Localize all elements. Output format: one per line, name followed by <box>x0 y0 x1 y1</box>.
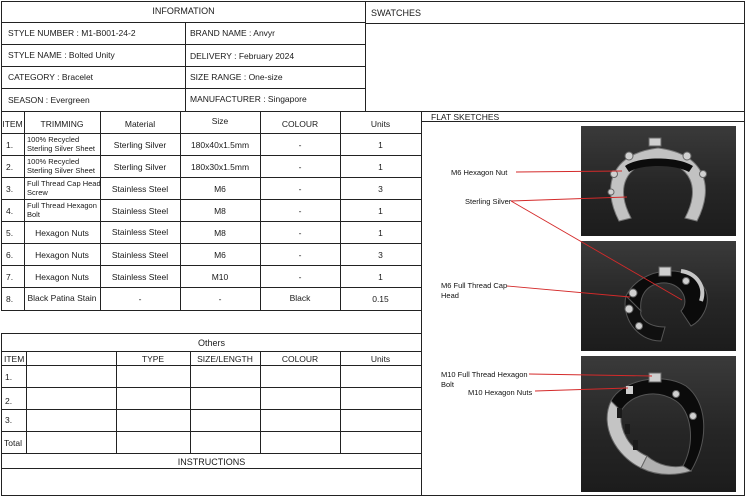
col-trimming-header: TRIMMING <box>40 119 84 129</box>
label-m10-bolt-2: Bolt <box>441 380 454 389</box>
category: CATEGORY : Bracelet <box>8 72 94 82</box>
table-row-units: 1 <box>378 162 383 172</box>
table-row-item: 2. <box>6 162 14 172</box>
table-row-size: M8 <box>214 206 226 216</box>
table-row-units: 1 <box>378 140 383 150</box>
table-row-units: 1 <box>378 206 383 216</box>
col-units-header: Units <box>370 119 391 129</box>
brand-name: BRAND NAME : Anvyr <box>190 28 276 38</box>
table-row-item: 8. <box>6 294 14 304</box>
table-row-trimming: Full Thread Hexagon Bolt <box>27 201 97 219</box>
swatches-header: SWATCHES <box>371 8 422 18</box>
table-row-colour: - <box>298 272 302 282</box>
table-row-material: Stainless Steel <box>111 227 169 237</box>
others-col-units: Units <box>370 354 391 364</box>
table-row-trimming: Black Patina Stain <box>27 293 97 303</box>
style-name: STYLE NAME : Bolted Unity <box>8 50 115 60</box>
swatches-panel <box>365 1 745 112</box>
label-m10-bolt: M10 Full Thread Hexagon <box>441 370 528 379</box>
table-row-units: 1 <box>378 272 383 282</box>
label-m10-nuts: M10 Hexagon Nuts <box>468 388 533 397</box>
table-row-trimming: Hexagon Nuts <box>35 272 89 282</box>
style-number: STYLE NUMBER : M1-B001-24-2 <box>8 28 136 38</box>
sketch-bracelet-angle <box>581 241 736 351</box>
table-row-material: Stainless Steel <box>111 184 169 194</box>
table-row-material: Sterling Silver <box>113 140 167 150</box>
table-row-units: 1 <box>378 228 383 238</box>
table-row-colour: - <box>298 228 302 238</box>
table-row-item: 7. <box>6 272 14 282</box>
delivery: DELIVERY : February 2024 <box>190 51 295 61</box>
table-row-material: Stainless Steel <box>111 272 169 282</box>
others-col-type: TYPE <box>141 354 165 364</box>
others-row-item: 1. <box>5 372 13 382</box>
table-row-colour: - <box>298 250 302 260</box>
label-m6-hexagon-nut: M6 Hexagon Nut <box>451 168 508 177</box>
table-row-colour: - <box>298 140 302 150</box>
table-row-trimming: Hexagon Nuts <box>35 250 89 260</box>
table-row-colour: - <box>298 184 302 194</box>
label-sterling-silver: Sterling Silver <box>465 197 512 206</box>
table-row-trimming: 100% Recycled Sterling Silver Sheet <box>27 135 95 153</box>
col-size-header: Size <box>211 116 229 126</box>
table-row-material: Stainless Steel <box>111 250 169 260</box>
table-row-size: 180x30x1.5mm <box>190 162 250 172</box>
information-header: INFORMATION <box>152 6 215 16</box>
table-row-units: 3 <box>378 184 383 194</box>
table-row-trimming: Full Thread Cap Head Screw <box>27 179 101 197</box>
table-row-colour: - <box>298 206 302 216</box>
table-row-item: 5. <box>6 228 14 238</box>
col-colour-header: COLOUR <box>281 119 319 129</box>
others-col-size-length: SIZE/LENGTH <box>197 354 253 364</box>
table-row-size: - <box>218 294 222 304</box>
col-material-header: Material <box>124 119 156 129</box>
table-row-material: Stainless Steel <box>111 206 169 216</box>
label-m6-cap-head-2: Head <box>441 291 459 300</box>
table-row-item: 1. <box>6 140 14 150</box>
others-row-item: 2. <box>5 396 13 406</box>
table-row-size: M10 <box>211 272 229 282</box>
instructions-header: INSTRUCTIONS <box>177 457 246 467</box>
table-row-item: 6. <box>6 250 14 260</box>
table-row-size: M6 <box>214 184 226 194</box>
table-row-material: - <box>138 294 142 304</box>
sketch-bracelet-top <box>581 126 736 236</box>
others-col-colour: COLOUR <box>281 354 319 364</box>
table-row-item: 4. <box>6 206 14 216</box>
table-row-units: 0.15 <box>372 294 389 304</box>
manufacturer: MANUFACTURER : Singapore <box>190 94 307 104</box>
table-row-size: 180x40x1.5mm <box>190 140 250 150</box>
others-row-item: 3. <box>5 415 13 425</box>
table-row-size: M8 <box>214 228 226 238</box>
others-row-total: Total <box>4 438 22 448</box>
label-m6-cap-head: M6 Full Thread Cap <box>441 281 508 290</box>
others-col-item: ITEM <box>4 354 25 364</box>
col-item-header: ITEM <box>2 119 23 129</box>
table-row-colour: Black <box>289 293 311 303</box>
table-row-colour: - <box>298 162 302 172</box>
others-header: Others <box>197 338 225 348</box>
table-row-units: 3 <box>378 250 383 260</box>
table-row-item: 3. <box>6 184 14 194</box>
size-range: SIZE RANGE : One-size <box>190 72 283 82</box>
season: SEASON : Evergreen <box>8 95 90 105</box>
table-row-trimming: 100% Recycled Sterling Silver Sheet <box>27 157 95 175</box>
table-row-size: M6 <box>214 250 226 260</box>
flat-sketches-header: FLAT SKETCHES <box>431 112 500 122</box>
table-row-material: Sterling Silver <box>113 162 167 172</box>
sketch-bracelet-side <box>581 356 736 492</box>
table-row-trimming: Hexagon Nuts <box>35 228 89 238</box>
